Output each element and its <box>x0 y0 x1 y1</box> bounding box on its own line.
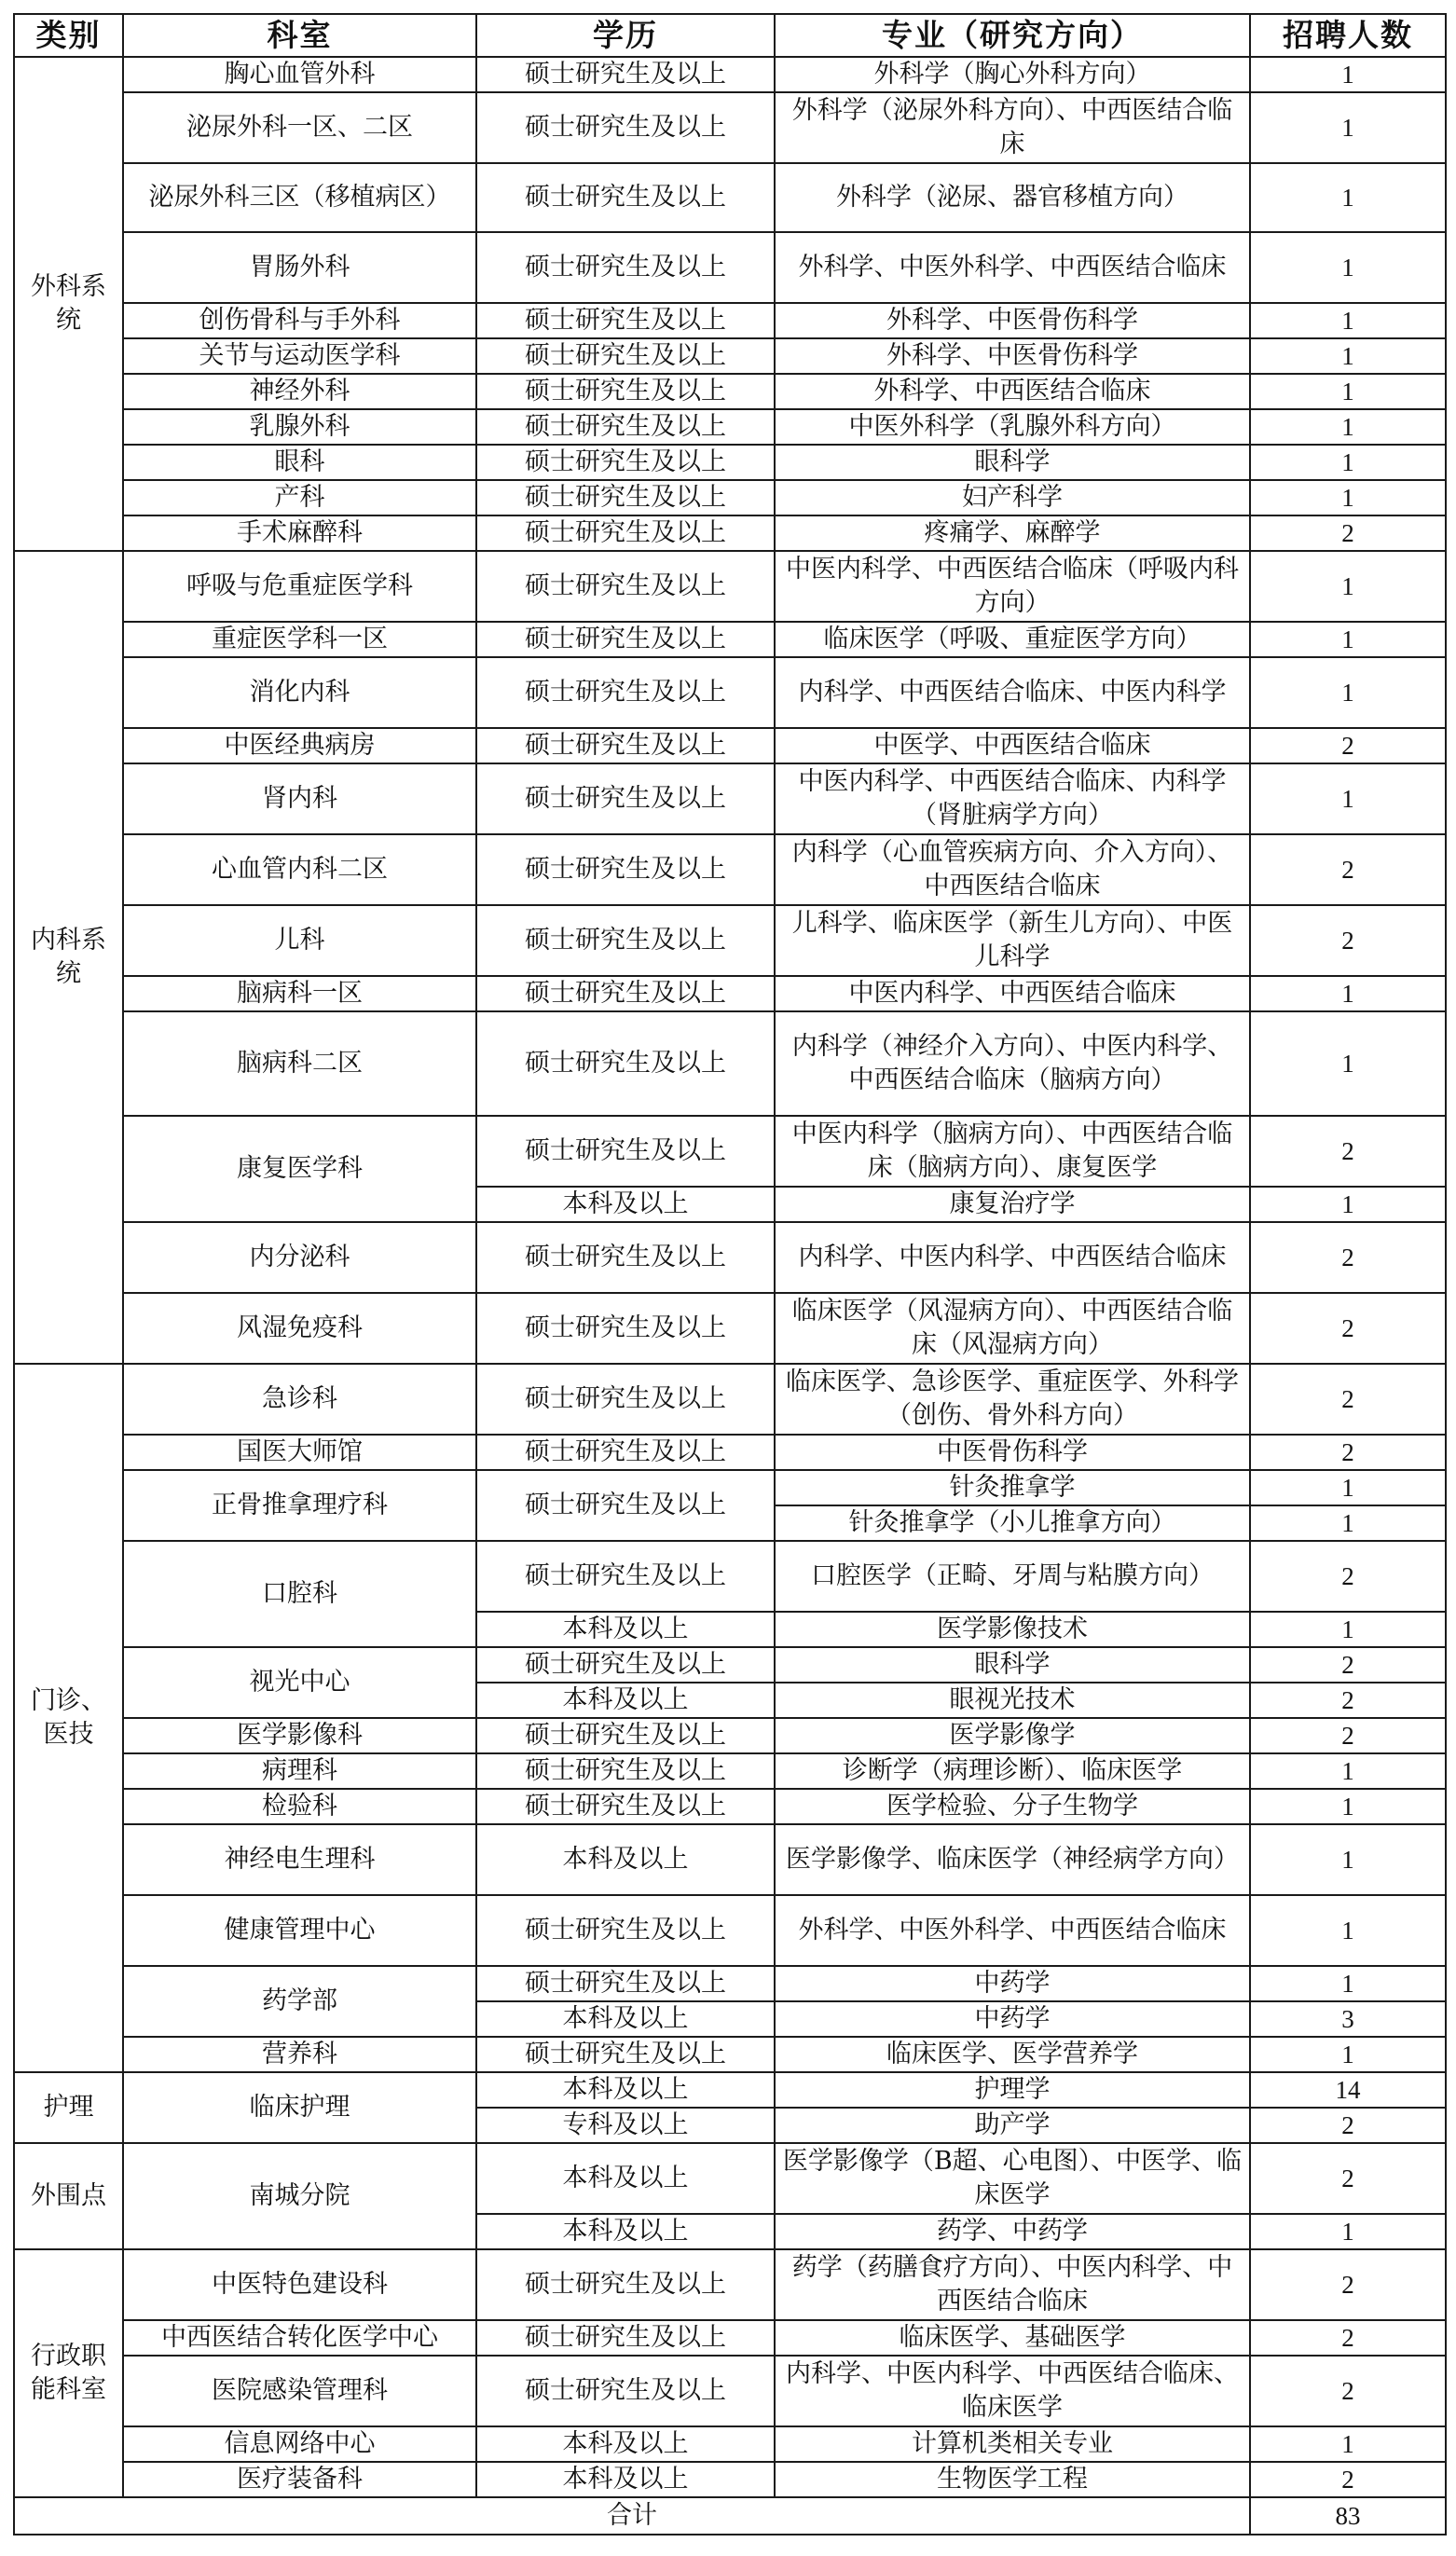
headcount-cell: 1 <box>1250 232 1446 303</box>
department-cell: 药学部 <box>123 1966 476 2037</box>
education-cell: 硕士研究生及以上 <box>476 338 775 374</box>
major-cell: 眼视光技术 <box>775 1683 1250 1718</box>
major-cell: 中药学 <box>775 1966 1250 2001</box>
education-cell: 硕士研究生及以上 <box>476 232 775 303</box>
headcount-cell: 1 <box>1250 409 1446 445</box>
table-row <box>14 1116 1446 1187</box>
department-cell: 医院感染管理科 <box>123 2356 476 2426</box>
major-cell: 医学检验、分子生物学 <box>775 1789 1250 1824</box>
headcount-cell: 2 <box>1250 2356 1446 2426</box>
headcount-cell: 2 <box>1250 1647 1446 1683</box>
education-cell: 硕士研究生及以上 <box>476 1718 775 1753</box>
major-cell: 内科学、中医内科学、中西医结合临床 <box>775 1222 1250 1293</box>
table-row <box>14 1011 1446 1116</box>
total-row <box>14 2497 1446 2535</box>
table-row <box>14 1364 1446 1435</box>
headcount-cell: 1 <box>1250 1789 1446 1824</box>
headcount-cell: 1 <box>1250 1011 1446 1116</box>
headcount-cell: 2 <box>1250 515 1446 551</box>
education-cell: 硕士研究生及以上 <box>476 409 775 445</box>
department-cell: 风湿免疫科 <box>123 1293 476 1364</box>
headcount-cell: 2 <box>1250 834 1446 905</box>
table-row <box>14 1824 1446 1895</box>
table-row <box>14 834 1446 905</box>
table-row <box>14 374 1446 409</box>
headcount-cell: 1 <box>1250 1612 1446 1647</box>
headcount-cell: 2 <box>1250 1222 1446 1293</box>
education-cell: 硕士研究生及以上 <box>476 2249 775 2320</box>
headcount-cell: 2 <box>1250 1718 1446 1753</box>
headcount-cell: 2 <box>1250 1435 1446 1470</box>
education-cell: 硕士研究生及以上 <box>476 728 775 763</box>
headcount-cell: 2 <box>1250 2143 1446 2214</box>
major-cell: 护理学 <box>775 2072 1250 2108</box>
department-cell: 医疗装备科 <box>123 2462 476 2497</box>
major-cell: 医学影像学（B超、心电图）、中医学、临床医学 <box>775 2143 1250 2214</box>
major-cell: 内科学（神经介入方向）、中医内科学、中西医结合临床（脑病方向） <box>775 1011 1250 1116</box>
department-cell: 中医特色建设科 <box>123 2249 476 2320</box>
table-row <box>14 2072 1446 2108</box>
department-cell: 肾内科 <box>123 763 476 834</box>
education-cell: 硕士研究生及以上 <box>476 1753 775 1789</box>
department-cell: 中医经典病房 <box>123 728 476 763</box>
major-cell: 生物医学工程 <box>775 2462 1250 2497</box>
education-cell: 硕士研究生及以上 <box>476 1789 775 1824</box>
education-cell: 硕士研究生及以上 <box>476 2356 775 2426</box>
education-cell: 硕士研究生及以上 <box>476 303 775 338</box>
department-cell: 手术麻醉科 <box>123 515 476 551</box>
department-cell: 神经外科 <box>123 374 476 409</box>
major-cell: 诊断学（病理诊断）、临床医学 <box>775 1753 1250 1789</box>
department-cell: 关节与运动医学科 <box>123 338 476 374</box>
table-row <box>14 1541 1446 1612</box>
major-cell: 外科学（胸心外科方向） <box>775 57 1250 92</box>
table-row <box>14 1718 1446 1753</box>
education-cell: 硕士研究生及以上 <box>476 1966 775 2001</box>
table-row <box>14 2249 1446 2320</box>
department-cell: 脑病科一区 <box>123 976 476 1011</box>
major-cell: 针灸推拿学（小儿推拿方向） <box>775 1505 1250 1541</box>
headcount-cell: 1 <box>1250 1824 1446 1895</box>
department-cell: 康复医学科 <box>123 1116 476 1222</box>
category-cell: 内科系统 <box>14 551 123 1364</box>
headcount-cell: 2 <box>1250 1364 1446 1435</box>
education-cell: 硕士研究生及以上 <box>476 1895 775 1966</box>
department-cell: 胸心血管外科 <box>123 57 476 92</box>
major-cell: 疼痛学、麻醉学 <box>775 515 1250 551</box>
education-cell: 硕士研究生及以上 <box>476 657 775 728</box>
table-footer <box>14 2497 1446 2535</box>
major-cell: 药学、中药学 <box>775 2214 1250 2249</box>
major-cell: 外科学、中西医结合临床 <box>775 374 1250 409</box>
major-cell: 中医骨伤科学 <box>775 1435 1250 1470</box>
headcount-cell: 2 <box>1250 728 1446 763</box>
headcount-cell: 1 <box>1250 480 1446 515</box>
table-row <box>14 57 1446 92</box>
education-cell: 硕士研究生及以上 <box>476 1364 775 1435</box>
headcount-cell: 2 <box>1250 2462 1446 2497</box>
headcount-cell: 1 <box>1250 163 1446 232</box>
department-cell: 正骨推拿理疗科 <box>123 1470 476 1541</box>
headcount-cell: 3 <box>1250 2001 1446 2037</box>
department-cell: 心血管内科二区 <box>123 834 476 905</box>
education-cell: 硕士研究生及以上 <box>476 92 775 163</box>
category-cell: 外围点 <box>14 2143 123 2249</box>
major-cell: 眼科学 <box>775 1647 1250 1683</box>
table-body <box>14 57 1446 2497</box>
header-education: 学历 <box>476 14 775 57</box>
major-cell: 中医内科学（脑病方向）、中西医结合临床（脑病方向）、康复医学 <box>775 1116 1250 1187</box>
category-cell: 行政职能科室 <box>14 2249 123 2497</box>
major-cell: 针灸推拿学 <box>775 1470 1250 1505</box>
education-cell: 本科及以上 <box>476 2214 775 2249</box>
major-cell: 眼科学 <box>775 445 1250 480</box>
table-row <box>14 976 1446 1011</box>
table-row <box>14 445 1446 480</box>
major-cell: 中医外科学（乳腺外科方向） <box>775 409 1250 445</box>
total-label: 合计 <box>14 2497 1250 2535</box>
table-row <box>14 1470 1446 1505</box>
education-cell: 硕士研究生及以上 <box>476 551 775 622</box>
major-cell: 口腔医学（正畸、牙周与粘膜方向） <box>775 1541 1250 1612</box>
headcount-cell: 1 <box>1250 551 1446 622</box>
headcount-cell: 1 <box>1250 2037 1446 2072</box>
department-cell: 重症医学科一区 <box>123 622 476 657</box>
education-cell: 本科及以上 <box>476 1187 775 1222</box>
table-row <box>14 2426 1446 2462</box>
education-cell: 硕士研究生及以上 <box>476 1116 775 1187</box>
header-row <box>14 14 1446 57</box>
department-cell: 神经电生理科 <box>123 1824 476 1895</box>
department-cell: 视光中心 <box>123 1647 476 1718</box>
education-cell: 硕士研究生及以上 <box>476 1293 775 1364</box>
education-cell: 本科及以上 <box>476 2426 775 2462</box>
major-cell: 临床医学、急诊医学、重症医学、外科学（创伤、骨外科方向） <box>775 1364 1250 1435</box>
table-row <box>14 2143 1446 2214</box>
total-count: 83 <box>1250 2497 1446 2535</box>
table-row <box>14 232 1446 303</box>
header-department: 科室 <box>123 14 476 57</box>
department-cell: 脑病科二区 <box>123 1011 476 1116</box>
headcount-cell: 1 <box>1250 763 1446 834</box>
department-cell: 营养科 <box>123 2037 476 2072</box>
category-cell: 门诊、医技 <box>14 1364 123 2072</box>
education-cell: 硕士研究生及以上 <box>476 1435 775 1470</box>
category-cell: 护理 <box>14 2072 123 2143</box>
education-cell: 硕士研究生及以上 <box>476 834 775 905</box>
education-cell: 硕士研究生及以上 <box>476 1222 775 1293</box>
table-row <box>14 92 1446 163</box>
table-row <box>14 1966 1446 2001</box>
department-cell: 内分泌科 <box>123 1222 476 1293</box>
table-row <box>14 551 1446 622</box>
table-row <box>14 905 1446 976</box>
department-cell: 眼科 <box>123 445 476 480</box>
major-cell: 计算机类相关专业 <box>775 2426 1250 2462</box>
major-cell: 临床医学（风湿病方向）、中西医结合临床（风湿病方向） <box>775 1293 1250 1364</box>
education-cell: 专科及以上 <box>476 2108 775 2143</box>
headcount-cell: 1 <box>1250 1470 1446 1505</box>
major-cell: 外科学、中医外科学、中西医结合临床 <box>775 1895 1250 1966</box>
major-cell: 医学影像技术 <box>775 1612 1250 1647</box>
headcount-cell: 1 <box>1250 445 1446 480</box>
table-row <box>14 515 1446 551</box>
table-row <box>14 2320 1446 2356</box>
education-cell: 硕士研究生及以上 <box>476 480 775 515</box>
major-cell: 外科学、中医骨伤科学 <box>775 303 1250 338</box>
headcount-cell: 1 <box>1250 1895 1446 1966</box>
table-row <box>14 1647 1446 1683</box>
category-cell: 外科系统 <box>14 57 123 551</box>
headcount-cell: 1 <box>1250 1753 1446 1789</box>
department-cell: 泌尿外科三区（移植病区） <box>123 163 476 232</box>
major-cell: 外科学、中医骨伤科学 <box>775 338 1250 374</box>
headcount-cell: 2 <box>1250 1293 1446 1364</box>
header-headcount: 招聘人数 <box>1250 14 1446 57</box>
headcount-cell: 1 <box>1250 303 1446 338</box>
department-cell: 临床护理 <box>123 2072 476 2143</box>
table-row <box>14 1293 1446 1364</box>
headcount-cell: 1 <box>1250 1966 1446 2001</box>
department-cell: 口腔科 <box>123 1541 476 1647</box>
education-cell: 硕士研究生及以上 <box>476 515 775 551</box>
recruitment-table <box>13 13 1447 2535</box>
department-cell: 消化内科 <box>123 657 476 728</box>
education-cell: 硕士研究生及以上 <box>476 763 775 834</box>
table-row <box>14 1895 1446 1966</box>
education-cell: 本科及以上 <box>476 1612 775 1647</box>
table-row <box>14 657 1446 728</box>
department-cell: 病理科 <box>123 1753 476 1789</box>
headcount-cell: 1 <box>1250 2214 1446 2249</box>
headcount-cell: 2 <box>1250 1541 1446 1612</box>
headcount-cell: 2 <box>1250 2108 1446 2143</box>
major-cell: 妇产科学 <box>775 480 1250 515</box>
department-cell: 南城分院 <box>123 2143 476 2249</box>
major-cell: 药学（药膳食疗方向）、中医内科学、中西医结合临床 <box>775 2249 1250 2320</box>
major-cell: 助产学 <box>775 2108 1250 2143</box>
department-cell: 检验科 <box>123 1789 476 1824</box>
major-cell: 外科学（泌尿外科方向）、中西医结合临床 <box>775 92 1250 163</box>
table-row <box>14 763 1446 834</box>
major-cell: 医学影像学、临床医学（神经病学方向） <box>775 1824 1250 1895</box>
major-cell: 临床医学、医学营养学 <box>775 2037 1250 2072</box>
recruitment-table-sheet <box>13 13 1445 2535</box>
table-row <box>14 2462 1446 2497</box>
major-cell: 内科学、中西医结合临床、中医内科学 <box>775 657 1250 728</box>
education-cell: 硕士研究生及以上 <box>476 374 775 409</box>
education-cell: 本科及以上 <box>476 2462 775 2497</box>
headcount-cell: 1 <box>1250 338 1446 374</box>
education-cell: 本科及以上 <box>476 2072 775 2108</box>
department-cell: 儿科 <box>123 905 476 976</box>
headcount-cell: 2 <box>1250 1683 1446 1718</box>
department-cell: 医学影像科 <box>123 1718 476 1753</box>
major-cell: 外科学（泌尿、器官移植方向） <box>775 163 1250 232</box>
major-cell: 内科学、中医内科学、中西医结合临床、临床医学 <box>775 2356 1250 2426</box>
education-cell: 硕士研究生及以上 <box>476 905 775 976</box>
table-row <box>14 1435 1446 1470</box>
department-cell: 健康管理中心 <box>123 1895 476 1966</box>
header-major: 专业（研究方向） <box>775 14 1250 57</box>
education-cell: 本科及以上 <box>476 2001 775 2037</box>
table-row <box>14 728 1446 763</box>
major-cell: 儿科学、临床医学（新生儿方向）、中医儿科学 <box>775 905 1250 976</box>
education-cell: 硕士研究生及以上 <box>476 1647 775 1683</box>
major-cell: 中医内科学、中西医结合临床（呼吸内科方向） <box>775 551 1250 622</box>
table-row <box>14 2356 1446 2426</box>
table-row <box>14 622 1446 657</box>
headcount-cell: 2 <box>1250 2320 1446 2356</box>
table-row <box>14 1789 1446 1824</box>
headcount-cell: 14 <box>1250 2072 1446 2108</box>
table-row <box>14 1753 1446 1789</box>
education-cell: 硕士研究生及以上 <box>476 2037 775 2072</box>
education-cell: 硕士研究生及以上 <box>476 57 775 92</box>
table-row <box>14 163 1446 232</box>
header-category: 类别 <box>14 14 123 57</box>
education-cell: 硕士研究生及以上 <box>476 1470 775 1541</box>
headcount-cell: 1 <box>1250 2426 1446 2462</box>
headcount-cell: 1 <box>1250 374 1446 409</box>
table-row <box>14 480 1446 515</box>
headcount-cell: 1 <box>1250 1505 1446 1541</box>
headcount-cell: 2 <box>1250 2249 1446 2320</box>
department-cell: 创伤骨科与手外科 <box>123 303 476 338</box>
major-cell: 中医学、中西医结合临床 <box>775 728 1250 763</box>
table-row <box>14 409 1446 445</box>
headcount-cell: 1 <box>1250 622 1446 657</box>
headcount-cell: 1 <box>1250 657 1446 728</box>
education-cell: 硕士研究生及以上 <box>476 1011 775 1116</box>
table-row <box>14 1222 1446 1293</box>
major-cell: 中医内科学、中西医结合临床、内科学（肾脏病学方向） <box>775 763 1250 834</box>
major-cell: 临床医学、基础医学 <box>775 2320 1250 2356</box>
department-cell: 泌尿外科一区、二区 <box>123 92 476 163</box>
education-cell: 本科及以上 <box>476 2143 775 2214</box>
department-cell: 产科 <box>123 480 476 515</box>
table-row <box>14 2037 1446 2072</box>
headcount-cell: 2 <box>1250 1116 1446 1187</box>
headcount-cell: 1 <box>1250 92 1446 163</box>
headcount-cell: 2 <box>1250 905 1446 976</box>
education-cell: 硕士研究生及以上 <box>476 2320 775 2356</box>
headcount-cell: 1 <box>1250 1187 1446 1222</box>
table-header <box>14 14 1446 57</box>
major-cell: 中药学 <box>775 2001 1250 2037</box>
headcount-cell: 1 <box>1250 57 1446 92</box>
major-cell: 内科学（心血管疾病方向、介入方向）、中西医结合临床 <box>775 834 1250 905</box>
department-cell: 呼吸与危重症医学科 <box>123 551 476 622</box>
education-cell: 本科及以上 <box>476 1683 775 1718</box>
department-cell: 急诊科 <box>123 1364 476 1435</box>
department-cell: 胃肠外科 <box>123 232 476 303</box>
major-cell: 临床医学（呼吸、重症医学方向） <box>775 622 1250 657</box>
table-row <box>14 338 1446 374</box>
department-cell: 乳腺外科 <box>123 409 476 445</box>
department-cell: 信息网络中心 <box>123 2426 476 2462</box>
major-cell: 康复治疗学 <box>775 1187 1250 1222</box>
major-cell: 医学影像学 <box>775 1718 1250 1753</box>
table-row <box>14 303 1446 338</box>
education-cell: 硕士研究生及以上 <box>476 1541 775 1612</box>
headcount-cell: 1 <box>1250 976 1446 1011</box>
department-cell: 中西医结合转化医学中心 <box>123 2320 476 2356</box>
education-cell: 硕士研究生及以上 <box>476 976 775 1011</box>
education-cell: 硕士研究生及以上 <box>476 622 775 657</box>
education-cell: 本科及以上 <box>476 1824 775 1895</box>
education-cell: 硕士研究生及以上 <box>476 163 775 232</box>
major-cell: 中医内科学、中西医结合临床 <box>775 976 1250 1011</box>
major-cell: 外科学、中医外科学、中西医结合临床 <box>775 232 1250 303</box>
department-cell: 国医大师馆 <box>123 1435 476 1470</box>
education-cell: 硕士研究生及以上 <box>476 445 775 480</box>
